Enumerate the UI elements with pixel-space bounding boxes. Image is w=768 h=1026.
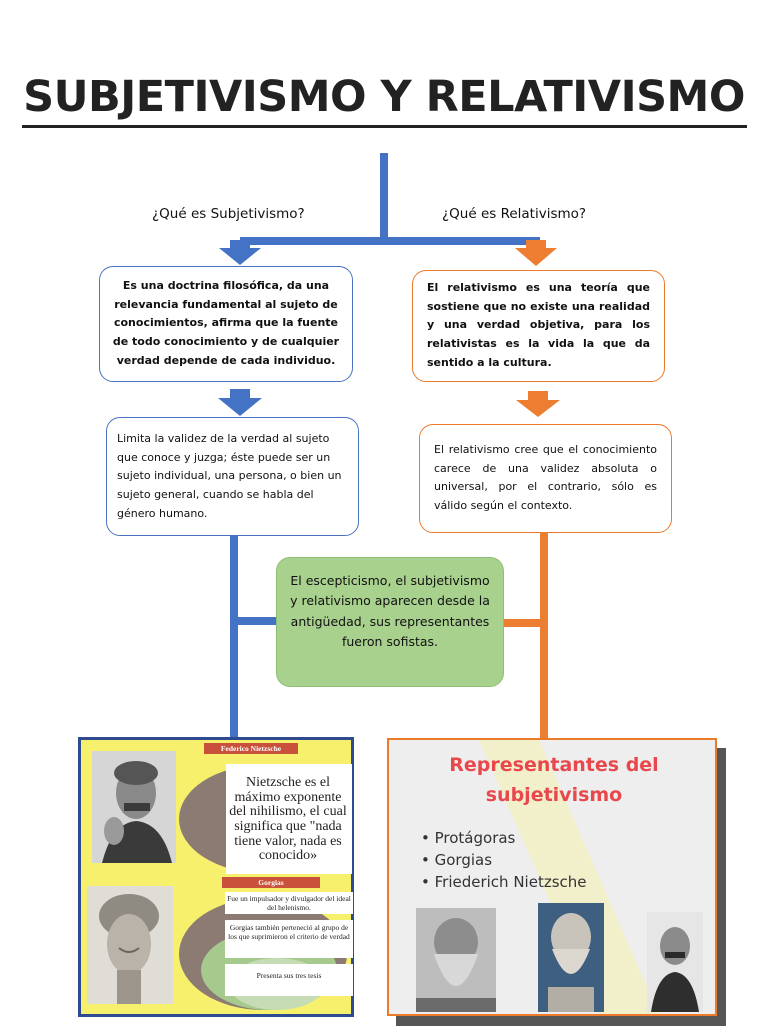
gorgias-bust-portrait (538, 903, 604, 1012)
subjetivismo-detail-box (106, 417, 359, 536)
subjetivismo-detail-text: Limita la validez de la verdad al sujeto que conoce y juzga; éste puede ser un sujeto individual, una persona, o bien un sujeto general, cuando se habla del género humano. (117, 432, 342, 520)
gorgias-point-3: Presenta sus tres tesis (256, 971, 322, 980)
arrow-down-left-2 (218, 389, 262, 416)
right-lower-connector (540, 533, 548, 738)
relativismo-definition-text: El relativismo es una teoría que sostiene que no existe una realidad y una verdad objetiva, para los relativistas es la vida la que da sentido a la cultura. (427, 281, 650, 369)
arrow-down-right-2 (516, 391, 560, 417)
representative-item: • Gorgias (421, 850, 493, 869)
gorgias-point-1: Fue un impulsador y divulgador del ideal del helenismo. (227, 894, 351, 912)
subjetivismo-definition-box (99, 266, 353, 382)
representatives-list (421, 828, 587, 893)
left-branch-connector (230, 617, 277, 625)
representative-item: • Friederich Nietzsche (421, 872, 587, 891)
subjetivismo-definition-text: Es una doctrina filosófica, da una relevancia fundamental al sujeto de conocimientos, afirma que la fuente de todo conocimiento y de cualquier verdad depende de cada individuo. (112, 279, 340, 367)
nietzsche-tag: Federico Nietzsche (204, 743, 298, 754)
representatives-title: Representantes del subjetivismo (449, 754, 659, 807)
representatives-panel (387, 738, 717, 1016)
gorgias-point-2: Gorgias también perteneció al grupo de los que suprimieron el criterio de verdad (228, 923, 350, 941)
left-lower-connector (230, 536, 238, 737)
nietzsche-portrait (92, 751, 176, 863)
question-relativismo: ¿Qué es Relativismo? (442, 206, 587, 222)
sofistas-note-box (276, 557, 504, 687)
relativismo-detail-box (419, 424, 672, 533)
relativismo-definition-box (412, 270, 665, 382)
gorgias-portrait (87, 886, 173, 1004)
protagoras-portrait (416, 908, 496, 1012)
nietzsche-quote: Nietzsche es el máximo exponente del nihilismo, el cual significa que "nada tiene valor, nada es conocido» (229, 775, 347, 864)
nietzsche-small-portrait (647, 912, 703, 1012)
nietzsche-gorgias-panel (78, 737, 354, 1017)
question-subjetivismo: ¿Qué es Subjetivismo? (152, 206, 305, 222)
horizontal-connector (240, 237, 540, 245)
right-branch-connector (503, 619, 545, 627)
top-connector (380, 153, 388, 241)
sofistas-note-text: El escepticismo, el subjetivismo y relativismo aparecen desde la antigüedad, sus representantes fueron sofistas. (290, 573, 490, 649)
representative-item: • Protágoras (421, 829, 516, 847)
gorgias-tag: Gorgias (222, 877, 320, 888)
page-title: SUBJETIVISMO Y RELATIVISMO (23, 72, 745, 122)
relativismo-detail-text: El relativismo cree que el conocimiento carece de una validez absoluta o universal, por el contrario, sólo es válido según el contexto. (434, 443, 657, 513)
